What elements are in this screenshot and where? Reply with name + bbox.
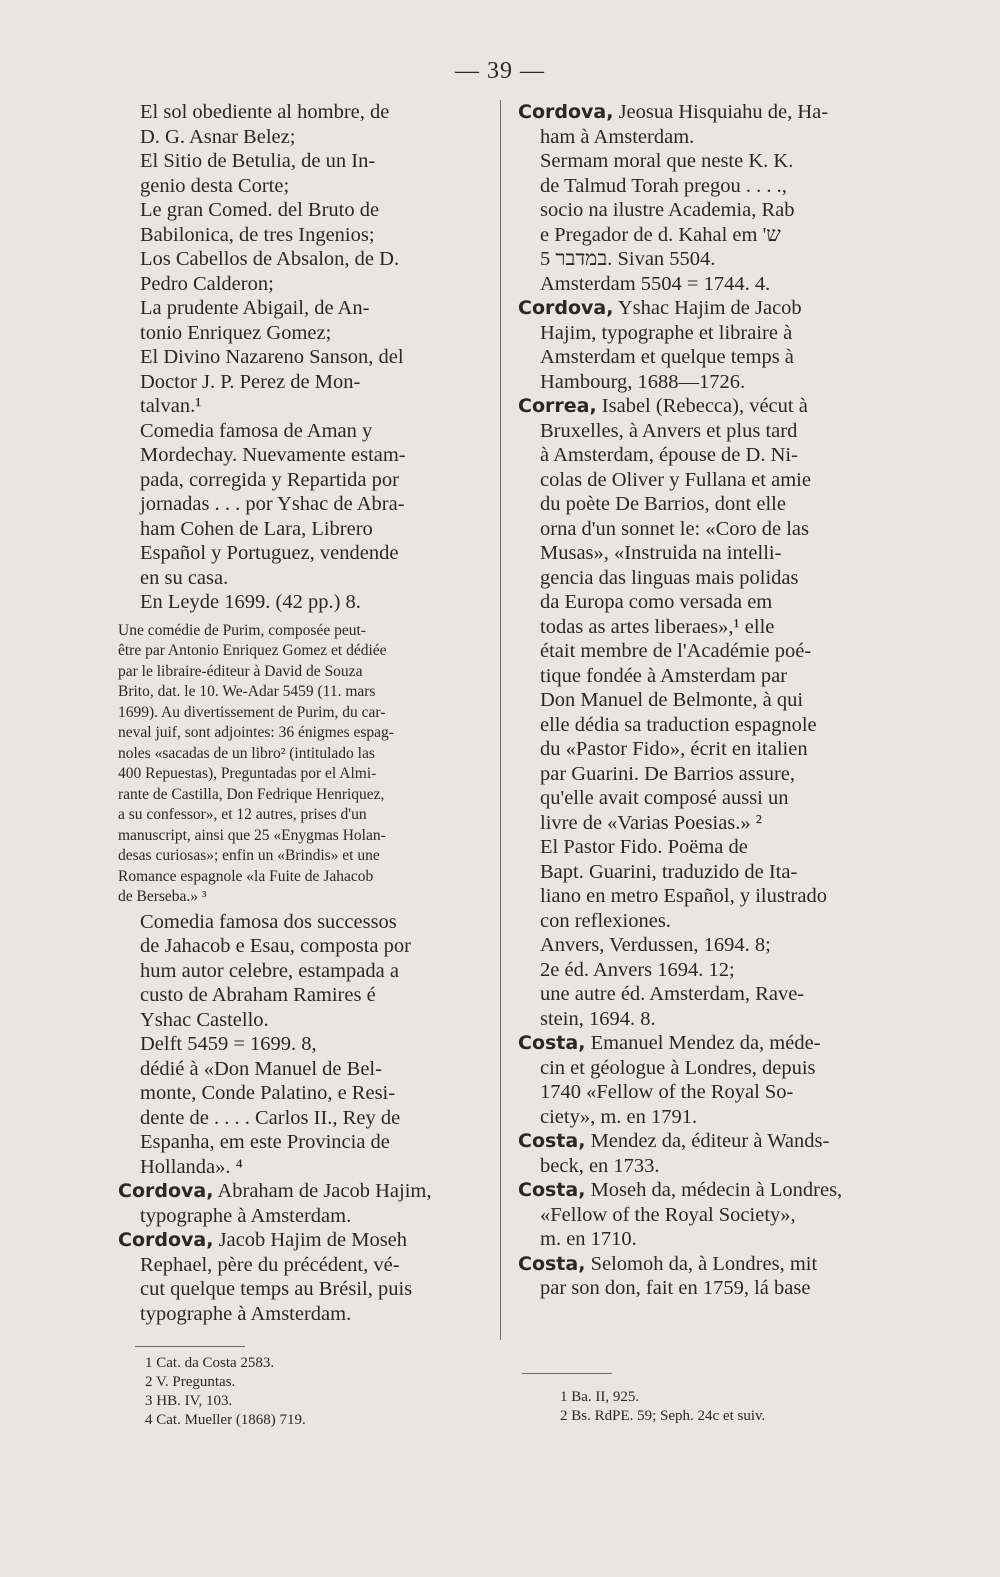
entry-text: Isabel (Rebecca), vécut à <box>596 395 808 417</box>
title-line: Babilonica, de tres Ingenios; <box>140 223 375 246</box>
entry-lines <box>518 1154 908 1179</box>
title-line: Doctor J. P. Perez de Mon- <box>140 370 361 393</box>
title-line: Comedia famosa de Aman y <box>140 419 373 442</box>
footnote-rule-right <box>522 1373 612 1374</box>
entry-line: Hambourg, 1688—1726. <box>540 370 746 393</box>
entry-line: socio na ilustre Academia, Rab <box>540 199 795 221</box>
entry-costa-selomoh <box>518 1252 908 1277</box>
entry-head: Correa, <box>518 395 597 417</box>
entry-line: était membre de l'Académie poé- <box>540 640 812 662</box>
title-line: Le gran Comed. del Bruto de <box>140 199 380 221</box>
footnote: 2 Bs. RdPE. 59; Seph. 24c et suiv. <box>560 1408 766 1424</box>
entry-cont-list <box>118 1253 488 1327</box>
entry-line: elle dédia sa traduction espagnole <box>540 713 817 736</box>
footnote: 1 Cat. da Costa 2583. <box>145 1355 275 1371</box>
entry-head: Cordova, <box>518 101 614 123</box>
title-line: En Leyde 1699. (42 pp.) 8. <box>140 591 361 613</box>
note-line: 400 Repuestas), Preguntadas por el Almi- <box>118 765 377 782</box>
entry-text: Mendez da, éditeur à Wands- <box>585 1130 830 1152</box>
entry-line: Hajim, typographe et libraire à <box>540 321 793 344</box>
entry-line: par son don, fait en 1759, lá base <box>540 1277 811 1299</box>
entry-cordova-jacob <box>118 1228 488 1253</box>
entry-text: Jacob Hajim de Moseh <box>213 1229 408 1251</box>
entry-line: typographe à Amsterdam. <box>140 1302 352 1325</box>
entry-line: Rephael, père du précédent, vé- <box>140 1253 400 1276</box>
note-line: desas curiosas»; enfin un «Brindis» et une <box>118 847 380 864</box>
title-line: El Divino Nazareno Sanson, del <box>140 346 404 368</box>
title-line: Los Cabellos de Absalon, de D. <box>140 248 400 270</box>
entry-line: במדבר 5. Sivan 5504. <box>540 248 716 270</box>
entry-lines <box>518 1203 908 1252</box>
entry-line: livre de «Varias Poesias.» ² <box>540 811 762 834</box>
entry-cordova-jeosua <box>518 100 908 125</box>
note-line: par le libraire-éditeur à David de Souza <box>118 662 363 680</box>
title-line: El sol obediente al hombre, de <box>140 101 390 123</box>
entry-line: Amsterdam 5504 = 1744. 4. <box>540 272 771 295</box>
title-line: dédié à «Don Manuel de Bel- <box>140 1057 382 1080</box>
entry-head: Cordova, <box>518 297 614 319</box>
entry-head: Costa, <box>518 1032 586 1054</box>
title-line: Español y Portuguez, vendende <box>140 542 399 564</box>
footnote: 4 Cat. Mueller (1868) 719. <box>145 1412 306 1428</box>
title-line: Delft 5459 = 1699. 8, <box>140 1033 317 1055</box>
entry-line: beck, en 1733. <box>540 1154 660 1177</box>
entry-costa-moseh <box>518 1178 908 1203</box>
entry-line: qu'elle avait composé aussi un <box>540 787 789 809</box>
note-line: a su confessor», et 12 autres, prises d'un <box>118 806 367 823</box>
entry-lines <box>518 125 908 297</box>
title-line: ham Cohen de Lara, Librero <box>140 517 373 540</box>
entry-text: Yshac Hajim de Jacob <box>613 297 802 319</box>
entry-line: tique fondée à Amsterdam par <box>540 664 788 687</box>
entry-line: Bapt. Guarini, traduzido de Ita- <box>540 860 798 883</box>
right-column <box>518 100 908 1301</box>
entry-line: ham à Amsterdam. <box>540 125 695 148</box>
entry-line: à Amsterdam, épouse de D. Ni- <box>540 444 798 466</box>
title-line: jornadas . . . por Yshac de Abra- <box>140 493 405 515</box>
entry-line: liano en metro Español, y ilustrado <box>540 885 827 907</box>
entry-lines <box>518 1056 908 1130</box>
title-line: Mordechay. Nuevamente estam- <box>140 444 406 466</box>
left-note <box>118 621 488 908</box>
entry-line: El Pastor Fido. Poëma de <box>540 836 748 858</box>
entry-line: Amsterdam et quelque temps à <box>540 346 794 368</box>
title-line: talvan.¹ <box>140 395 202 417</box>
note-line: être par Antonio Enriquez Gomez et dédiée <box>118 642 387 659</box>
entry-costa-mendez <box>518 1129 908 1154</box>
entry-line: orna d'un sonnet le: «Coro de las <box>540 517 810 540</box>
title-line: El Sitio de Betulia, de un In- <box>140 150 376 172</box>
title-line: custo de Abraham Ramires é <box>140 984 376 1006</box>
entry-line: Don Manuel de Belmonte, à qui <box>540 689 804 711</box>
title-line: Hollanda». ⁴ <box>140 1155 243 1178</box>
title-line: genio desta Corte; <box>140 174 290 197</box>
entry-line: da Europa como versada em <box>540 591 773 613</box>
title-line: La prudente Abigail, de An- <box>140 297 370 319</box>
entry-line: Anvers, Verdussen, 1694. 8; <box>540 934 771 956</box>
entry-head: Cordova, <box>118 1180 214 1202</box>
title-line: Yshac Castello. <box>140 1008 269 1031</box>
note-line: Romance espagnole «la Fuite de Jahacob <box>118 867 374 885</box>
entry-correa-isabel <box>518 394 908 419</box>
title-line: pada, corregida y Repartida por <box>140 468 399 491</box>
entry-line: gencia das linguas mais polidas <box>540 566 799 589</box>
entry-line: 1740 «Fellow of the Royal So- <box>540 1081 794 1103</box>
footnote: 1 Ba. II, 925. <box>560 1389 640 1405</box>
note-line: noles «sacadas de un libro² (intitulado las <box>118 744 375 762</box>
entry-line: ciety», m. en 1791. <box>540 1105 698 1128</box>
entry-text: Emanuel Mendez da, méde- <box>585 1032 821 1054</box>
entry-text: Abraham de Jacob Hajim, <box>213 1180 432 1202</box>
title-line: hum autor celebre, estampada a <box>140 959 399 982</box>
note-line: 1699). Au divertissement de Purim, du car- <box>118 703 386 721</box>
entry-line: con reflexiones. <box>540 909 671 932</box>
page-number: — 39 — <box>455 58 545 84</box>
entry-text: Jeosua Hisquiahu de, Ha- <box>613 101 829 123</box>
footnotes-right <box>560 1388 765 1426</box>
entry-line: stein, 1694. 8. <box>540 1007 656 1030</box>
title-line: en su casa. <box>140 566 229 589</box>
left-title-list-2 <box>118 910 488 1180</box>
note-line: Une comédie de Purim, composée peut- <box>118 621 366 639</box>
entry-line: colas de Oliver y Fullana et amie <box>540 468 811 491</box>
entry-costa-emanuel <box>518 1031 908 1056</box>
title-line: Pedro Calderon; <box>140 272 274 295</box>
entry-head: Costa, <box>518 1179 586 1201</box>
entry-cordova-yshac <box>518 296 908 321</box>
entry-line: Sermam moral que neste K. K. <box>540 150 794 172</box>
column-divider <box>500 100 501 1340</box>
entry-cont: typographe à Amsterdam. <box>140 1204 352 1227</box>
footnote: 2 V. Preguntas. <box>145 1374 236 1390</box>
footnote-rule-left <box>135 1346 245 1347</box>
title-line: Espanha, em este Provincia de <box>140 1131 390 1153</box>
title-line: de Jahacob e Esau, composta por <box>140 935 411 957</box>
entry-line: Bruxelles, à Anvers et plus tard <box>540 419 798 442</box>
title-line: Comedia famosa dos successos <box>140 910 397 933</box>
entry-line: 2e éd. Anvers 1694. 12; <box>540 958 735 981</box>
entry-head: Costa, <box>518 1252 586 1275</box>
title-line: D. G. Asnar Belez; <box>140 125 296 148</box>
entry-line: une autre éd. Amsterdam, Rave- <box>540 983 805 1005</box>
title-line: tonio Enriquez Gomez; <box>140 321 332 344</box>
left-column <box>118 100 488 1326</box>
entry-head: Costa, <box>518 1130 586 1152</box>
entry-lines <box>518 321 908 395</box>
entry-text: Selomoh da, à Londres, mit <box>585 1252 818 1275</box>
entry-line: m. en 1710. <box>540 1228 637 1250</box>
note-line: neval juif, sont adjointes: 36 énigmes espag- <box>118 724 394 741</box>
title-line: monte, Conde Palatino, e Resi- <box>140 1082 396 1104</box>
note-line: de Berseba.» ³ <box>118 888 207 905</box>
entry-line: du «Pastor Fido», écrit en italien <box>540 738 808 760</box>
entry-line: «Fellow of the Royal Society», <box>540 1203 796 1226</box>
left-title-list <box>118 100 488 615</box>
footnotes-left <box>145 1354 306 1430</box>
entry-cordova-abraham <box>118 1179 488 1204</box>
footnote: 3 HB. IV, 103. <box>145 1393 233 1409</box>
entry-line: du poète De Barrios, dont elle <box>540 493 786 515</box>
entry-line: todas as artes liberaes»,¹ elle <box>540 615 775 638</box>
entry-text: Moseh da, médecin à Londres, <box>585 1179 843 1201</box>
entry-line: e Pregador de d. Kahal em 'ש <box>540 223 781 246</box>
entry-line: cut quelque temps au Brésil, puis <box>140 1278 413 1300</box>
entry-line: cin et géologue à Londres, depuis <box>540 1056 816 1079</box>
entry-line: de Talmud Torah pregou . . . ., <box>540 174 787 197</box>
entry-head: Cordova, <box>118 1229 214 1251</box>
note-line: manuscript, ainsi que 25 «Enygmas Holan- <box>118 826 386 844</box>
entry-lines <box>518 419 908 1032</box>
entry-lines <box>518 1276 908 1301</box>
title-line: dente de . . . . Carlos II., Rey de <box>140 1106 401 1129</box>
note-line: Brito, dat. le 10. We-Adar 5459 (11. mars <box>118 683 376 700</box>
entry-line: Musas», «Instruida na intelli- <box>540 542 782 564</box>
entry-line: par Guarini. De Barrios assure, <box>540 762 796 785</box>
note-line: rante de Castilla, Don Fedrique Henriquez, <box>118 785 385 803</box>
